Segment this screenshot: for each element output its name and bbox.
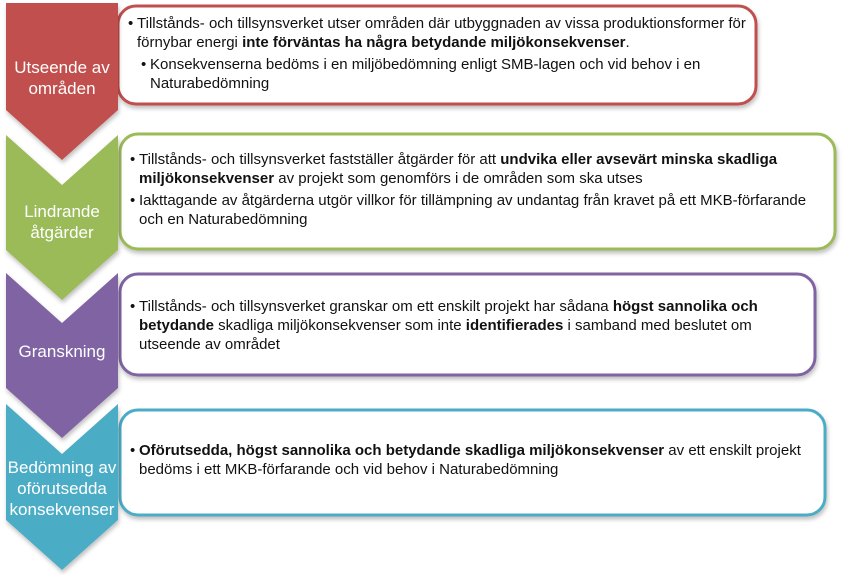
bullet-item <box>130 191 825 229</box>
text-run: av ett enskilt projekt bedöms i ett MKB-förfarande och vid behov i Naturabedömning <box>139 442 801 478</box>
text-run: Tillstånds- och tillsynsverket utser områden där utbyggnaden av vissa produktionsformer för förnybar energi <box>137 15 746 51</box>
bullet-item <box>130 150 825 188</box>
step-2-bullets <box>130 150 825 229</box>
bold-text: högst sannolika och betydande <box>139 298 758 334</box>
text-run: skadliga miljökonsekvenser som inte <box>214 317 466 334</box>
text-run: Iakttagande av åtgärderna utgör villkor för tillämpning av undantag från kravet på ett MKB-förfarande och en Naturabedömning <box>139 192 807 228</box>
bullet-item <box>130 441 815 479</box>
text-run: Tillstånds- och tillsynsverket fastställer åtgärder för att <box>139 151 501 168</box>
text-run: Konsekvenserna bedöms i en miljöbedömning enligt SMB-lagen och vid behov i en Naturabedömning <box>150 56 701 92</box>
step-2-label: Lindrande åtgärder <box>24 202 100 242</box>
text-run: . <box>625 34 630 51</box>
bold-text: undvika eller avsevärt minska skadliga miljökonsekvenser <box>139 151 778 187</box>
step-4-label: Bedömning av oförutsedda konsekvenser <box>7 457 117 519</box>
step-1-label: Utseende av områden <box>14 58 110 98</box>
text-run: i samband med beslutet om utseende av området <box>139 317 752 353</box>
bullet-item <box>141 55 750 93</box>
step-3-bullets <box>130 297 805 354</box>
bold-text: inte förväntas ha några betydande miljökonsekvenser <box>242 34 626 51</box>
text-run: Tillstånds- och tillsynsverket granskar om ett enskilt projekt har sådana <box>139 298 613 315</box>
text-run: av projekt som genomförs i de områden som ska utses <box>274 170 643 187</box>
bold-text: Oförutsedda, högst sannolika och betydande skadliga miljökonsekvenser <box>139 442 665 459</box>
bullet-item <box>130 297 805 354</box>
bullet-item <box>128 14 750 52</box>
step-3-label: Granskning <box>18 341 106 361</box>
step-1-bullets <box>128 14 750 93</box>
step-4-bullets <box>130 441 815 479</box>
bold-text: identifierades <box>465 317 564 334</box>
